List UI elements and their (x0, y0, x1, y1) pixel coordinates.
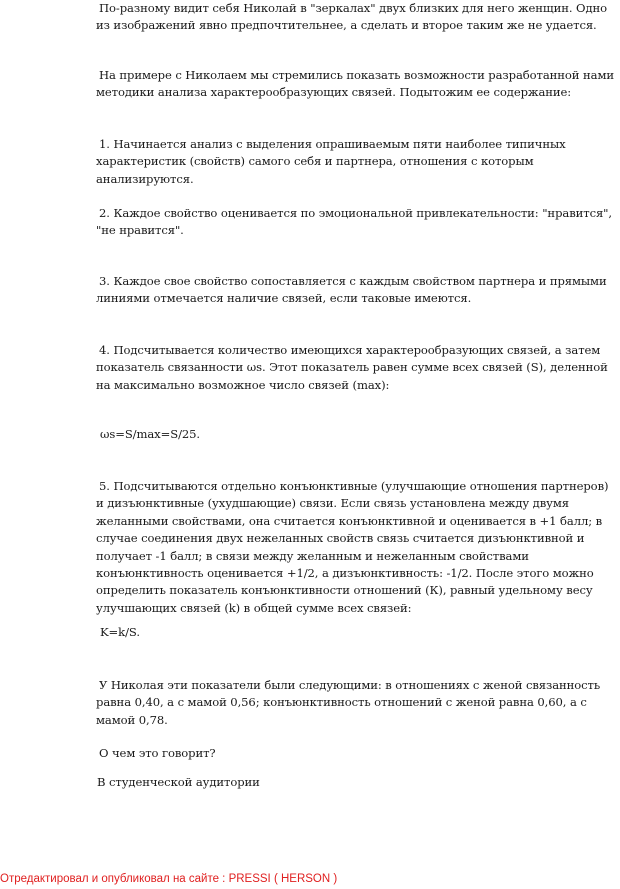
formula-connectivity (97, 426, 617, 443)
paragraph-text: 1. Начинается анализ с выделения опрашиваемым пяти наиболее типичных характеристик (свойств) самого себя и партнера, отношения с которым анализируются. (96, 137, 566, 186)
formula-text: K=k/S. (100, 625, 140, 639)
paragraph-text: 3. Каждое свое свойство сопоставляется с каждым свойством партнера и прямыми линиями отмечается наличие связей, если таковые имеются. (96, 274, 607, 306)
paragraph-text: 4. Подсчитывается количество имеющихся характерообразующих связей, а затем показатель связанности ωs. Этот показатель равен сумме всех связей (S), деленной на максимально возможное число связей (max): (96, 343, 608, 392)
formula-text: ωs=S/max=S/25. (100, 427, 201, 441)
paragraph-step-5 (96, 478, 616, 617)
paragraph-method-summary (96, 67, 616, 102)
paragraph-text: О чем это говорит? (99, 746, 216, 760)
paragraph-text: 2. Каждое свойство оценивается по эмоциональной привлекательности: "нравится", "не нравится". (96, 206, 612, 238)
paragraph-step-2 (96, 205, 616, 240)
paragraph-step-4 (96, 342, 616, 394)
paragraph-student-audience (97, 774, 617, 791)
paragraph-step-3 (96, 273, 616, 308)
paragraph-text: В студенческой аудитории (97, 775, 260, 789)
publisher-footer: Отредактировал и опубликовал на сайте : PRESSI ( HERSON ) (0, 873, 338, 885)
paragraph-text: 5. Подсчитываются отдельно конъюнктивные (улучшающие отношения партнеров) и дизъюнктивные (ухудшающие) связи. Если связь установлена между двумя желанными свойствами, она считается конъюнктивной и оценивается в +1 балл; в случае соединения двух нежеланных свойств связь считается дизъюнктивной и получает -1 балл; в связи между желанным и нежеланным свойствами конъюнктивность оценивается +1/2, а дизъюнктивность: -1/2. После этого можно определить показатель конъюнктивности отношений (К), равный удельному весу улучшающих связей (k) в общей сумме всех связей: (96, 479, 609, 615)
paragraph-step-1 (96, 136, 616, 188)
paragraph-text: По-разному видит себя Николай в "зеркалах" двух близких для него женщин. Одно из изображений явно предпочтительнее, а сделать и второе таким же не удается. (96, 1, 607, 33)
formula-conjunctivity (97, 624, 617, 641)
paragraph-nikolay-results (96, 677, 616, 729)
paragraph-question (96, 745, 616, 762)
paragraph-text: У Николая эти показатели были следующими: в отношениях с женой связанность равна 0,40, а с мамой 0,56; конъюнктивность отношений с женой равна 0,60, а с мамой 0,78. (96, 678, 601, 727)
paragraph-mirrors (96, 0, 616, 35)
paragraph-text: На примере с Николаем мы стремились показать возможности разработанной нами методики анализа характерообразующих связей. Подытожим ее содержание: (96, 68, 615, 100)
